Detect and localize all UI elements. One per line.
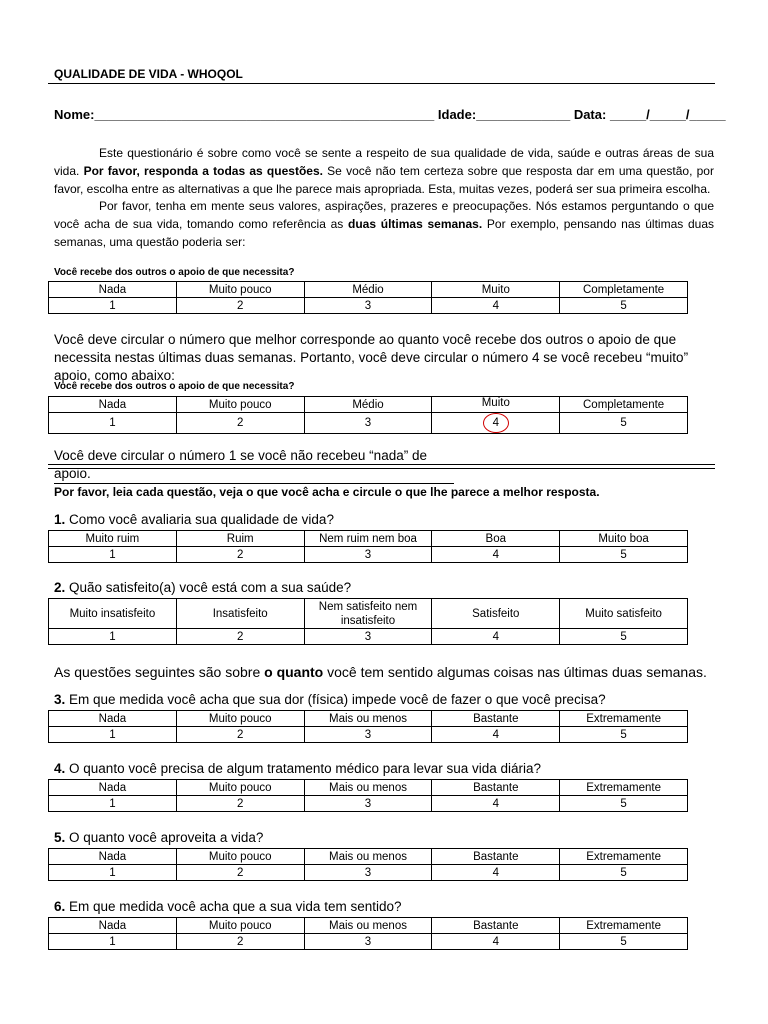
number-cell[interactable]: 1: [49, 865, 177, 881]
number-cell[interactable]: 2: [176, 629, 304, 645]
intro-paragraph-1: [54, 144, 714, 198]
number-cell[interactable]: 4: [432, 727, 560, 743]
question-number: 5.: [54, 830, 66, 845]
number-cell[interactable]: 1: [49, 547, 177, 563]
question-text: Quão satisfeito(a) você está com a sua saúde?: [69, 580, 352, 595]
intro-text-d: Por exemplo, pensando nas últimas duas semanas, uma questão poderia ser:: [54, 217, 714, 249]
question-3: [54, 692, 606, 707]
question-number: 6.: [54, 899, 66, 914]
number-cell[interactable]: 3: [304, 865, 432, 881]
name-label: Nome:: [54, 107, 95, 122]
title-rule: [48, 83, 715, 84]
answer-table-3: [48, 710, 688, 743]
option-cell: Extremamente: [560, 849, 688, 865]
number-cell[interactable]: 3: [304, 298, 432, 314]
number-cell[interactable]: 1: [49, 629, 177, 645]
number-cell[interactable]: 3: [304, 547, 432, 563]
number-cell[interactable]: 1: [49, 727, 177, 743]
option-cell: Muito pouco: [176, 282, 304, 298]
number-cell[interactable]: 2: [176, 298, 304, 314]
option-cell: Muito pouco: [176, 780, 304, 796]
option-cell: Mais ou menos: [304, 918, 432, 934]
number-cell[interactable]: 2: [176, 547, 304, 563]
option-cell: Médio: [304, 282, 432, 298]
question-5: [54, 830, 263, 845]
question-number: 2.: [54, 580, 66, 595]
number-cell[interactable]: 2: [176, 934, 304, 950]
number-cell[interactable]: 4: [432, 547, 560, 563]
example-table-1: [48, 281, 688, 314]
question-6: [54, 899, 402, 914]
option-cell: Extremamente: [560, 780, 688, 796]
option-cell: Nem satisfeito nem insatisfeito: [304, 599, 432, 629]
note-bold: o quanto: [264, 664, 324, 680]
option-cell: Muito ruim: [49, 531, 177, 547]
number-cell[interactable]: 5: [560, 727, 688, 743]
option-cell: Muito pouco: [176, 849, 304, 865]
option-cell: Ruim: [176, 531, 304, 547]
intro-paragraph-2: [54, 197, 714, 251]
option-cell: Completamente: [560, 397, 688, 413]
number-cell[interactable]: 3: [304, 727, 432, 743]
answer-circle: 4: [483, 413, 509, 433]
main-instruction: Por favor, leia cada questão, veja o que você acha e circule o que lhe parece a melhor resposta.: [54, 485, 600, 499]
example-question-1: Você recebe dos outros o apoio de que necessita?: [54, 267, 295, 278]
number-cell[interactable]: 3: [304, 796, 432, 812]
option-cell: Nada: [49, 849, 177, 865]
question-text: Em que medida você acha que a sua vida tem sentido?: [69, 899, 402, 914]
number-cell[interactable]: 5: [560, 865, 688, 881]
age-line[interactable]: _____________: [476, 107, 571, 122]
date-label: Data:: [573, 107, 607, 122]
answer-table-1: [48, 530, 688, 563]
answer-table-4: [48, 779, 688, 812]
option-cell: Nada: [49, 397, 177, 413]
number-cell[interactable]: 5: [560, 413, 688, 434]
option-cell: Nada: [49, 780, 177, 796]
question-text: O quanto você aproveita a vida?: [69, 830, 264, 845]
question-text: Como você avaliaria sua qualidade de vida?: [69, 512, 334, 527]
option-cell: Bastante: [432, 780, 560, 796]
name-line[interactable]: _______________________________________________: [94, 107, 435, 122]
option-cell: Bastante: [432, 849, 560, 865]
number-cell[interactable]: 4: [432, 629, 560, 645]
question-4: [54, 761, 541, 776]
intro-bold-a: Por favor, responda a todas as questões.: [83, 164, 323, 178]
note-text-b: você tem sentido algumas coisas nas últimas duas semanas.: [327, 664, 707, 680]
number-cell-circled[interactable]: [432, 413, 560, 434]
number-cell[interactable]: 2: [176, 865, 304, 881]
number-cell[interactable]: 5: [560, 547, 688, 563]
section-note: [54, 664, 707, 680]
form-title: QUALIDADE DE VIDA - WHOQOL: [54, 67, 243, 81]
answer-table-2: [48, 598, 688, 645]
question-text: O quanto você precisa de algum tratamento médico para levar sua vida diária?: [69, 761, 542, 776]
number-cell[interactable]: 4: [432, 796, 560, 812]
age-label: Idade:: [437, 107, 477, 122]
number-cell[interactable]: 3: [304, 934, 432, 950]
respondent-fields: [54, 107, 726, 122]
intro-text-a: Este questionário é sobre como você se sente a respeito de sua qualidade de vida, saúde e outras áreas de sua vida.: [54, 146, 714, 178]
question-1: [54, 512, 334, 527]
option-cell: Nada: [49, 711, 177, 727]
option-cell: Insatisfeito: [176, 599, 304, 629]
option-cell: Muito: [432, 397, 560, 413]
option-cell: Nem ruim nem boa: [304, 531, 432, 547]
option-cell: Muito: [432, 282, 560, 298]
option-cell: Extremamente: [560, 918, 688, 934]
question-text: Em que medida você acha que sua dor (física) impede você de fazer o que você precisa?: [69, 692, 606, 707]
note-text-a: As questões seguintes são sobre: [54, 664, 261, 680]
option-cell: Mais ou menos: [304, 780, 432, 796]
example-table-2: [48, 396, 688, 434]
number-cell[interactable]: 1: [49, 413, 177, 434]
number-cell[interactable]: 1: [49, 298, 177, 314]
option-cell: Boa: [432, 531, 560, 547]
number-cell[interactable]: 3: [304, 629, 432, 645]
option-cell: Muito pouco: [176, 711, 304, 727]
number-cell[interactable]: 5: [560, 796, 688, 812]
option-cell: Satisfeito: [432, 599, 560, 629]
option-cell: Muito pouco: [176, 397, 304, 413]
answer-table-6: [48, 917, 688, 950]
example-instruction-2: Você deve circular o número 1 se você não recebeu “nada” de apoio.: [54, 447, 454, 484]
option-cell: Nada: [49, 918, 177, 934]
option-cell: Nada: [49, 282, 177, 298]
number-cell[interactable]: 1: [49, 934, 177, 950]
question-number: 3.: [54, 692, 66, 707]
answer-table-5: [48, 848, 688, 881]
example-instruction-1: Você deve circular o número que melhor corresponde ao quanto você recebe dos outros o apoio de que necessita nestas últimas duas semanas. Portanto, você deve circular o número 4 se você recebeu “muito” apoio, como abaixo:: [54, 332, 689, 383]
option-cell: Mais ou menos: [304, 711, 432, 727]
date-line[interactable]: _____/_____/_____: [609, 107, 726, 122]
intro-text-b: Se você não tem certeza sobre que resposta dar em uma questão, por favor, escolha entre as alternativas a que lhe parece mais apropriada. Esta, muitas vezes, poderá ser sua primeira escolha.: [54, 164, 714, 196]
number-cell[interactable]: 5: [560, 629, 688, 645]
number-cell[interactable]: 2: [176, 727, 304, 743]
question-2: [54, 580, 351, 595]
example-question-2: Você recebe dos outros o apoio de que necessita?: [54, 381, 295, 392]
number-cell[interactable]: 4: [432, 934, 560, 950]
option-cell: Extremamente: [560, 711, 688, 727]
number-cell[interactable]: 3: [304, 413, 432, 434]
option-cell: Muito pouco: [176, 918, 304, 934]
option-cell: Muito insatisfeito: [49, 599, 177, 629]
number-cell[interactable]: 5: [560, 934, 688, 950]
intro-bold-b: duas últimas semanas.: [348, 217, 483, 231]
option-cell: Bastante: [432, 711, 560, 727]
option-cell: Muito boa: [560, 531, 688, 547]
number-cell[interactable]: 5: [560, 298, 688, 314]
option-cell: Mais ou menos: [304, 849, 432, 865]
option-cell: Bastante: [432, 918, 560, 934]
option-cell: Completamente: [560, 282, 688, 298]
question-number: 1.: [54, 512, 66, 527]
number-cell[interactable]: 4: [432, 865, 560, 881]
section-divider: [48, 464, 715, 469]
number-cell[interactable]: 2: [176, 413, 304, 434]
intro-text-c: Por favor, tenha em mente seus valores, aspirações, prazeres e preocupações. Nós estamos perguntando o que você acha de sua vida, tomando como referência as: [54, 199, 714, 231]
option-cell: Muito satisfeito: [560, 599, 688, 629]
number-cell[interactable]: 4: [432, 298, 560, 314]
number-cell[interactable]: 1: [49, 796, 177, 812]
option-cell: Médio: [304, 397, 432, 413]
number-cell[interactable]: 2: [176, 796, 304, 812]
question-number: 4.: [54, 761, 66, 776]
